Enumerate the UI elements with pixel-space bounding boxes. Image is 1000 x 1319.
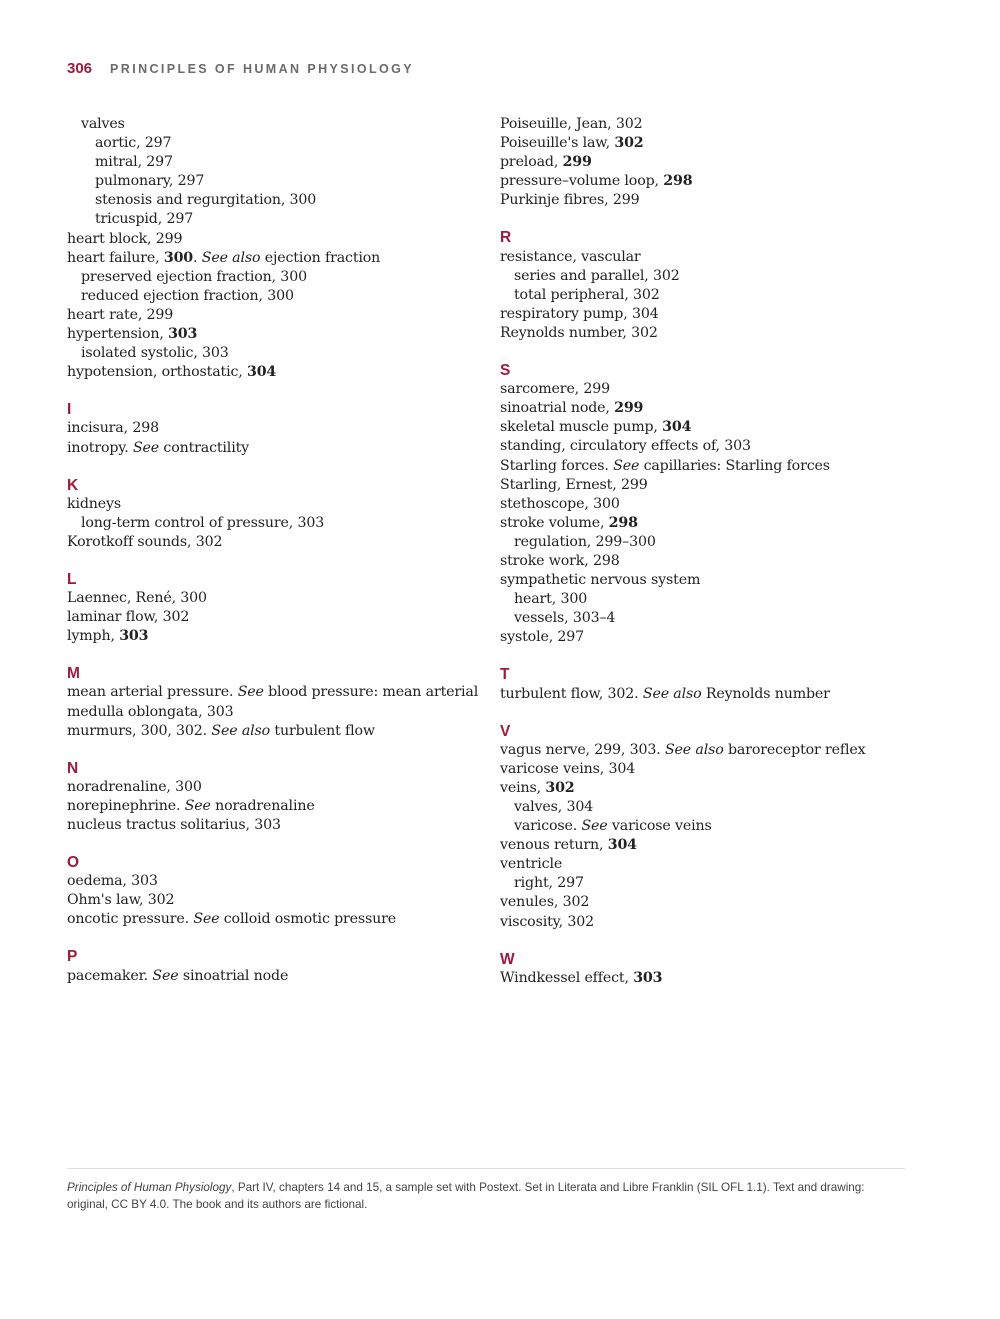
entry-text: varicose veins, 304 [500,760,636,777]
index-subentry [67,514,477,533]
index-letter-heading: S [500,362,511,380]
index-entry [500,305,910,324]
index-entry [500,437,910,456]
index-letter-heading: V [500,722,511,740]
entry-text: stroke volume, [500,514,609,531]
entry-text: blood pressure: mean arterial [263,684,479,701]
see-reference: See [184,797,211,814]
entry-text: sinoatrial node, [500,400,615,417]
see-reference: See [152,967,179,984]
index-letter-heading: I [67,401,72,419]
entry-text: veins, [500,779,546,796]
index-letter-heading: O [67,854,79,872]
main-page-ref: 302 [545,779,575,796]
running-head [67,60,414,80]
index-entry [500,495,910,514]
footer-divider [67,1168,905,1169]
index-subentry [500,874,910,893]
entry-text: series and parallel, 302 [514,267,680,284]
index-letter-heading: R [500,229,512,247]
entry-text: baroreceptor reflex [723,741,866,758]
index-entry [67,683,477,702]
entry-text: varicose. [514,818,582,835]
main-page-ref: 302 [614,135,644,152]
index-entry [500,418,910,437]
entry-text: mitral, 297 [95,154,173,171]
index-letter-heading: K [67,476,79,494]
entry-text: Windkessel effect, [500,969,634,986]
entry-text: heart failure, [67,249,164,266]
main-page-ref: 304 [662,419,692,436]
entry-text: pressure–volume loop, [500,173,664,190]
index-entry [67,325,477,344]
entry-text: Korotkoff sounds, 302 [67,533,223,550]
index-entry [500,685,910,704]
index-entry [500,191,910,210]
index-subentry [67,134,477,153]
index-entry [67,533,477,552]
index-entry [67,722,477,741]
index-entry [500,115,910,134]
entry-text: preserved ejection fraction, 300 [81,268,307,285]
entry-text: noradrenaline [210,797,315,814]
index-letter-heading: T [500,666,510,684]
see-reference: See also [201,249,261,266]
entry-text: total peripheral, 302 [514,286,660,303]
entry-text: heart rate, 299 [67,306,174,323]
index-entry [500,248,910,267]
entry-text: ejection fraction [260,249,381,266]
index-entry [500,836,910,855]
entry-text: contractility [159,439,249,456]
index-entry [67,816,477,835]
entry-text: medulla oblongata, 303 [67,703,234,720]
index-entry [500,457,910,476]
main-page-ref: 304 [607,837,637,854]
index-subentry [67,115,477,134]
main-page-ref: 300 [163,249,194,266]
entry-text: aortic, 297 [95,135,172,152]
entry-text: skeletal muscle pump, [500,419,663,436]
entry-text: tricuspid, 297 [95,211,194,228]
entry-text: kidneys [67,495,121,512]
entry-text: hypotension, orthostatic, [67,364,247,381]
entry-text: viscosity, 302 [500,913,594,930]
entry-text: pacemaker. [67,967,153,984]
entry-text: stenosis and regurgitation, 300 [95,192,317,209]
index-entry [500,153,910,172]
index-entry [500,134,910,153]
main-page-ref: 299 [562,154,592,171]
entry-text: murmurs, 300, 302. [67,722,212,739]
entry-text: . [193,249,202,266]
colophon [67,1180,905,1213]
index-subentry [500,590,910,609]
index-subentry [67,268,477,287]
entry-text: isolated systolic, 303 [81,345,229,362]
index-entry [67,230,477,249]
entry-text: stethoscope, 300 [500,495,620,512]
index-column-right [500,115,910,988]
entry-text: reduced ejection fraction, 300 [81,287,294,304]
index-entry [500,324,910,343]
entry-text: sympathetic nervous system [500,572,701,589]
index-entry [67,910,477,929]
index-entry [500,172,910,191]
entry-text: Reynolds number [701,685,830,702]
index-subentry [500,609,910,628]
entry-text: respiratory pump, 304 [500,305,659,322]
main-page-ref: 298 [608,514,638,531]
entry-text: lymph, [67,628,120,645]
index-subentry [500,798,910,817]
index-entry [67,627,477,646]
entry-text: laminar flow, 302 [67,609,190,626]
index-entry [67,797,477,816]
index-subentry [500,817,910,836]
index-subentry [67,344,477,363]
see-reference: See [132,439,160,456]
entry-text: regulation, 299–300 [514,533,656,550]
entry-text: mean arterial pressure. [67,684,238,701]
main-page-ref: 299 [614,400,644,417]
main-page-ref: 298 [663,173,693,190]
index-entry [500,741,910,760]
index-subentry [67,210,477,229]
index-entry [500,628,910,647]
index-column-left [67,115,477,986]
entry-text: capillaries: Starling forces [639,457,830,474]
see-reference: See [581,818,608,835]
index-entry [500,969,910,988]
entry-text: preload, [500,154,563,171]
index-entry [500,760,910,779]
page-number: 306 [67,60,93,77]
index-subentry [67,287,477,306]
entry-text: varicose veins [607,818,712,835]
entry-text: turbulent flow, 302. [500,685,643,702]
entry-text: norepinephrine. [67,797,185,814]
entry-text: noradrenaline, 300 [67,778,202,795]
index-entry [67,306,477,325]
entry-text: pulmonary, 297 [95,173,205,190]
colophon-text: , Part IV, chapters 14 and 15, a sample set with Postext. Set in Literata and Libre Franklin (SIL OFL 1.1). Text and drawing: original, CC BY 4.0. The book and its authors are fictional. [67,1181,865,1211]
index-entry [67,419,477,438]
colophon-book-title: Principles of Human Physiology [67,1181,232,1194]
index-entry [500,552,910,571]
index-subentry [67,191,477,210]
entry-text: vessels, 303–4 [514,610,616,627]
see-reference: See also [211,722,271,739]
index-subentry [67,172,477,191]
entry-text: incisura, 298 [67,420,159,437]
index-letter-heading: P [67,948,78,966]
entry-text: oncotic pressure. [67,911,194,928]
entry-text: Reynolds number, 302 [500,324,658,341]
see-reference: See also [642,685,702,702]
entry-text: inotropy. [67,439,133,456]
entry-text: stroke work, 298 [500,552,620,569]
running-title: PRINCIPLES OF HUMAN PHYSIOLOGY [110,62,414,76]
entry-text: standing, circulatory effects of, 303 [500,438,751,455]
entry-text: colloid osmotic pressure [219,911,397,928]
see-reference: See [193,911,220,928]
entry-text: venous return, [500,837,608,854]
index-entry [500,399,910,418]
index-entry [500,514,910,533]
entry-text: long-term control of pressure, 303 [81,514,325,531]
index-entry [67,495,477,514]
see-reference: See [237,684,264,701]
entry-text: Starling, Ernest, 299 [500,476,648,493]
index-entry [67,589,477,608]
index-entry [500,476,910,495]
index-entry [67,703,477,722]
entry-text: valves, 304 [514,799,594,815]
index-entry [500,913,910,932]
entry-text: Purkinje fibres, 299 [500,192,640,209]
index-entry [67,608,477,627]
index-entry [67,872,477,891]
index-letter-heading: M [67,665,80,683]
entry-text: heart, 300 [514,591,588,608]
index-entry [500,893,910,912]
entry-text: valves [81,116,125,132]
entry-text: heart block, 299 [67,230,183,247]
index-entry [67,363,477,382]
index-letter-heading: L [67,570,77,588]
entry-text: oedema, 303 [67,873,158,890]
index-entry [67,967,477,986]
index-entry [500,571,910,590]
index-subentry [500,286,910,305]
main-page-ref: 303 [168,326,198,343]
index-entry [67,249,477,268]
index-entry [67,891,477,910]
index-entry [67,439,477,458]
entry-text: Poiseuille, Jean, 302 [500,116,643,132]
index-entry [67,778,477,797]
index-entry [500,855,910,874]
main-page-ref: 303 [119,628,149,645]
entry-text: sinoatrial node [178,967,289,984]
index-subentry [500,267,910,286]
index-entry [500,779,910,798]
entry-text: systole, 297 [500,629,585,646]
index-subentry [500,533,910,552]
entry-text: sarcomere, 299 [500,381,611,398]
entry-text: Poiseuille's law, [500,135,615,152]
index-letter-heading: N [67,759,79,777]
entry-text: nucleus tractus solitarius, 303 [67,817,281,833]
main-page-ref: 303 [633,969,663,986]
main-page-ref: 304 [246,364,277,381]
index-letter-heading: W [500,950,515,968]
entry-text: hypertension, [67,326,169,343]
entry-text: right, 297 [514,875,584,892]
see-reference: See also [664,741,724,758]
see-reference: See [613,457,640,474]
entry-text: Starling forces. [500,457,614,474]
entry-text: resistance, vascular [500,248,641,265]
entry-text: Laennec, René, 300 [67,590,207,607]
entry-text: turbulent flow [270,722,375,739]
entry-text: vagus nerve, 299, 303. [500,741,665,758]
entry-text: venules, 302 [500,894,590,911]
entry-text: ventricle [500,856,563,873]
entry-text: Ohm's law, 302 [67,892,175,909]
index-subentry [67,153,477,172]
index-entry [500,380,910,399]
